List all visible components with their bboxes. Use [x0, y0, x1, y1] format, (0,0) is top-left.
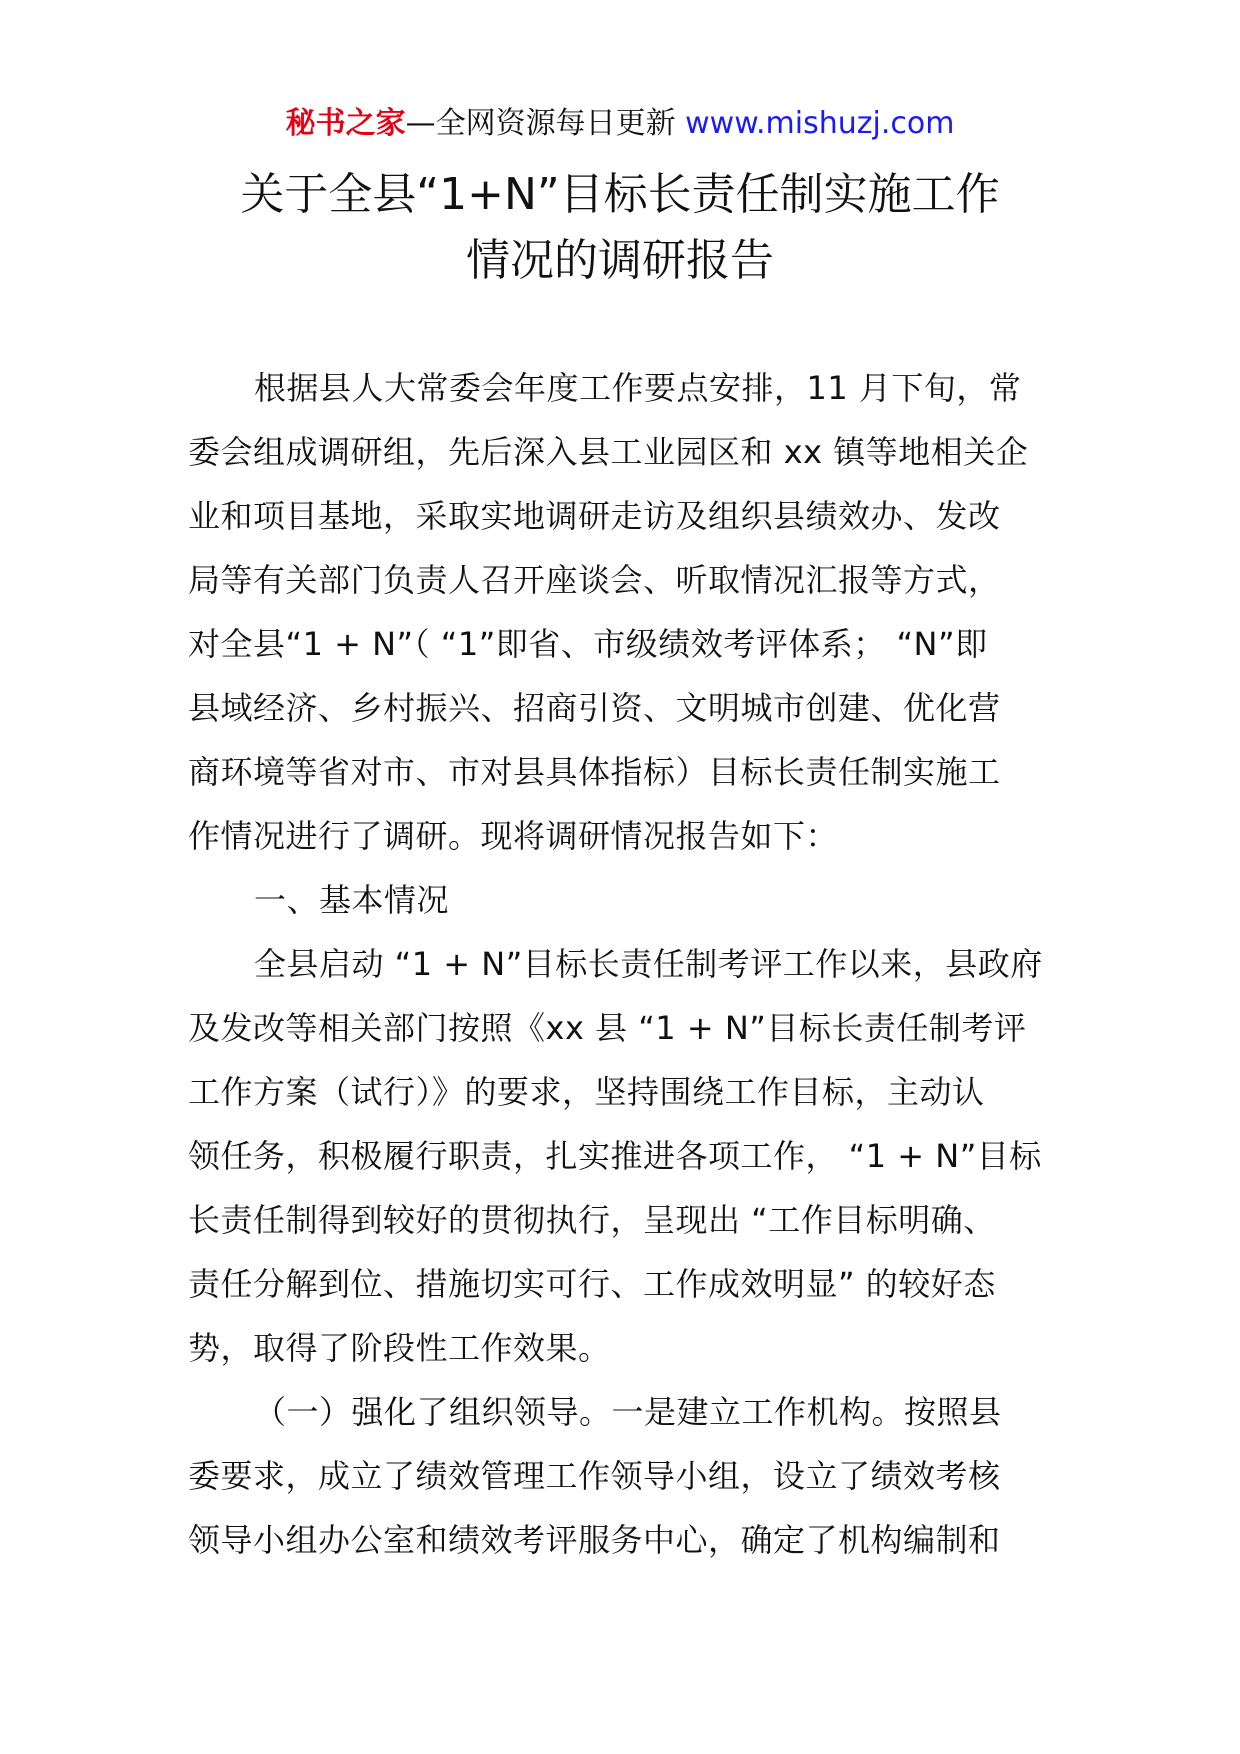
title-line-1: 关于全县“1+N”目标长责任制实施工作 [240, 169, 1000, 220]
paragraph-line: 领导小组办公室和绩效考评服务中心，确定了机构编制和 [188, 1521, 1001, 1559]
section-heading: 一、基本情况 [254, 881, 450, 919]
subsection-line: （一）强化了组织领导。一是建立工作机构。按照县 [254, 1393, 1002, 1431]
site-brand: 秘书之家 [285, 106, 406, 141]
paragraph-line: 对全县“1 + N”（ “1”即省、市级绩效考评体系； “N”即 [188, 625, 988, 663]
paragraph-line: 势，取得了阶段性工作效果。 [188, 1329, 611, 1367]
site-slogan: —全网资源每日更新 [405, 106, 676, 141]
paragraph-line: 委要求，成立了绩效管理工作领导小组，设立了绩效考核 [188, 1457, 1001, 1495]
paragraph-line: 业和项目基地，采取实地调研走访及组织县绩效办、发改 [188, 497, 1001, 535]
document-title [0, 162, 1240, 294]
paragraph-line: 县域经济、乡村振兴、招商引资、文明城市创建、优化营 [188, 689, 1001, 727]
paragraph-line: 根据县人大常委会年度工作要点安排，11 月下旬，常 [254, 369, 1022, 407]
site-url-link[interactable]: www.mishuzj.com [685, 106, 955, 141]
site-header [0, 104, 1240, 144]
paragraph-line: 工作方案（试行）》的要求，坚持围绕工作目标，主动认 [188, 1073, 985, 1111]
paragraph-line: 长责任制得到较好的贯彻执行，呈现出 “工作目标明确、 [188, 1201, 996, 1239]
paragraph-line: 全县启动 “1 + N”目标长责任制考评工作以来，县政府 [254, 945, 1043, 983]
paragraph-line: 及发改等相关部门按照《xx 县 “1 + N”目标长责任制考评 [188, 1009, 1027, 1047]
document-body [188, 356, 1054, 1572]
paragraph-line: 商环境等省对市、市对县具体指标）目标长责任制实施工 [188, 753, 1001, 791]
title-line-2: 情况的调研报告 [466, 235, 774, 286]
paragraph-line: 领任务，积极履行职责，扎实推进各项工作， “1 + N”目标 [188, 1137, 1042, 1175]
paragraph-line: 作情况进行了调研。现将调研情况报告如下： [188, 817, 839, 855]
paragraph-line: 委会组成调研组，先后深入县工业园区和 xx 镇等地相关企 [188, 433, 1029, 471]
paragraph-line: 责任分解到位、措施切实可行、工作成效明显” 的较好态 [188, 1265, 996, 1303]
paragraph-line: 局等有关部门负责人召开座谈会、听取情况汇报等方式， [188, 561, 1001, 599]
